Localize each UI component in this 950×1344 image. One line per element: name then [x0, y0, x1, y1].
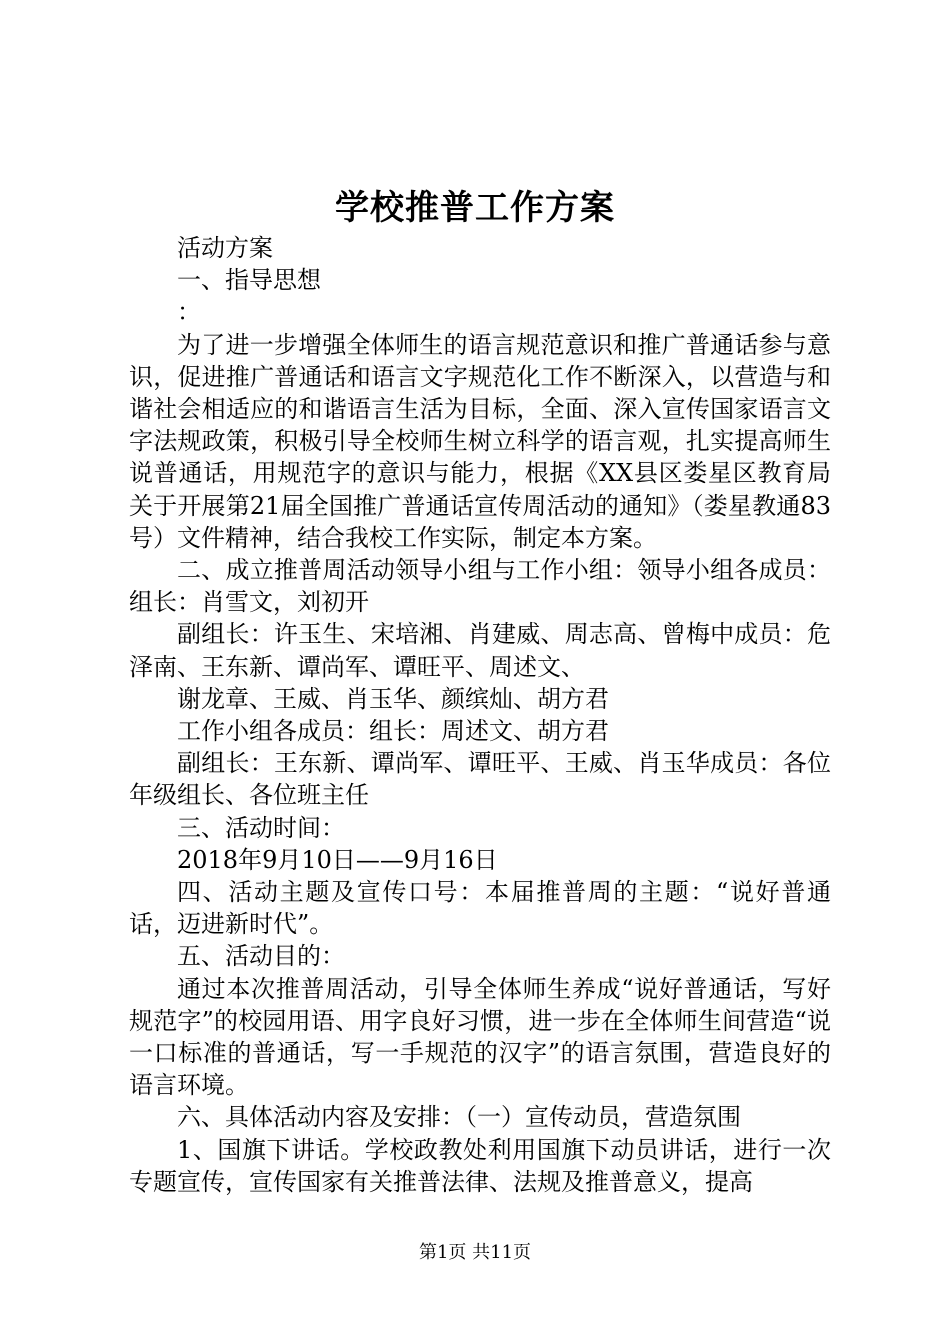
paragraph: 副组长：王东新、谭尚军、谭旺平、王威、肖玉华成员：各位年级组长、各位班主任	[129, 749, 831, 810]
paragraph: 工作小组各成员：组长：周述文、胡方君	[177, 717, 609, 746]
paragraph: 副组长：许玉生、宋培湘、肖建威、周志高、曾梅中成员：危泽南、王东新、谭尚军、谭旺平、周述文、	[129, 620, 831, 681]
paragraph: 谢龙章、王威、肖玉华、颜缤灿、胡方君	[177, 684, 609, 713]
paragraph: 活动方案	[177, 234, 273, 262]
paragraph: 2018年9月10日——9月16日	[177, 845, 498, 874]
paragraph: 五、活动目的：	[177, 942, 345, 971]
document-body	[129, 232, 831, 1198]
document-title: 学校推普工作方案	[335, 188, 615, 228]
paragraph: 二、成立推普周活动领导小组与工作小组：领导小组各成员：组长：肖雪文，刘初开	[129, 556, 831, 617]
paragraph: 通过本次推普周活动，引导全体师生养成“说好普通话，写好规范字”的校园用语、用字良好习惯，进一步在全体师生间营造“说一口标准的普通话，写一手规范的汉字”的语言氛围，营造良好的语言环境。	[129, 974, 831, 1100]
paragraph: ：	[177, 298, 201, 327]
paragraph: 三、活动时间：	[177, 813, 345, 842]
paragraph: 四、活动主题及宣传口号：本届推普周的主题：“说好普通话，迈进新时代”。	[129, 878, 831, 939]
page-footer: 第1页 共11页	[418, 1242, 532, 1263]
paragraph: 为了进一步增强全体师生的语言规范意识和推广普通话参与意识，促进推广普通话和语言文字规范化工作不断深入，以营造与和谐社会相适应的和谐语言生活为目标，全面、深入宣传国家语言文字法规政策，积极引导全校师生树立科学的语言观，扎实提高师生说普通话，用规范字的意识与能力，根据《XX县区娄星区教育局关于开展第21届全国推广普通话宣传周活动的通知》（娄星教通83号）文件精神，结合我校工作实际，制定本方案。	[129, 330, 831, 552]
paragraph: 1、国旗下讲话。学校政教处利用国旗下动员讲话，进行一次专题宣传，宣传国家有关推普法律、法规及推普意义，提高	[129, 1135, 831, 1196]
paragraph: 六、具体活动内容及安排：（一）宣传动员，营造氛围	[177, 1103, 741, 1132]
paragraph: 一、指导思想	[177, 266, 321, 295]
